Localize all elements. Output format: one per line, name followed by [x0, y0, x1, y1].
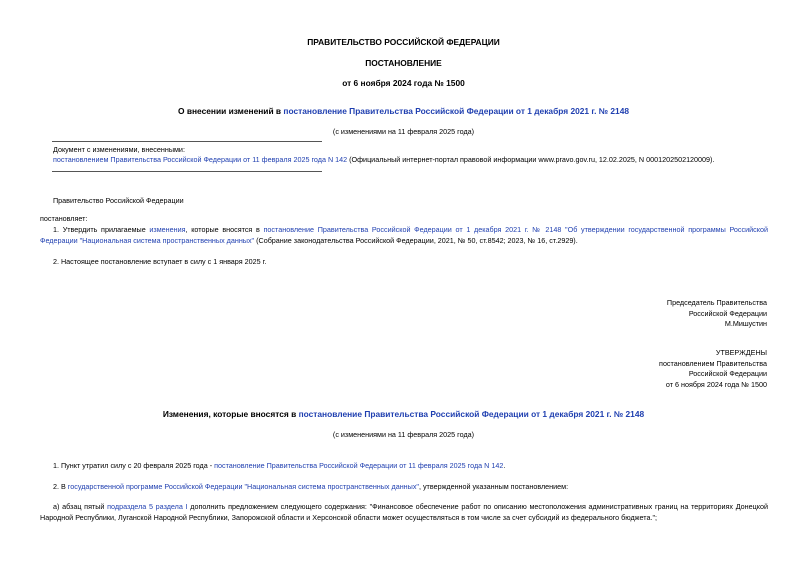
- government-heading: ПРАВИТЕЛЬСТВО РОССИЙСКОЙ ФЕДЕРАЦИИ: [307, 37, 500, 47]
- doc-type-heading: ПОСТАНОВЛЕНИЕ: [365, 58, 442, 68]
- p1-resolution-link[interactable]: постановление Правительства Российской Федерации от 1 декабря 2021 г. № 2148 "Об утверждении государственной программы Российской Федерации "Национальная система пространственных данных": [40, 225, 768, 245]
- item-1: [53, 461, 505, 470]
- section-revision: (с изменениями на 11 февраля 2025 года): [332, 430, 475, 439]
- document-title: [0, 106, 807, 116]
- title-revision: (с изменениями на 11 февраля 2025 года): [332, 127, 475, 136]
- signature-line-1: Председатель Правительства: [666, 298, 767, 307]
- changes-box-rest: (Официальный интернет-портал правовой информации www.pravo.gov.ru, 12.02.2025, N 0001202502120009).: [347, 155, 715, 164]
- item-2: [53, 482, 568, 491]
- item-1-link[interactable]: постановление Правительства Российской Федерации от 11 февраля 2025 года N 142: [214, 461, 504, 470]
- item-a: [40, 502, 768, 523]
- approved-line-2: постановлением Правительства: [659, 358, 767, 368]
- signature-block: [667, 298, 767, 330]
- item-1-text-a: 1. Пункт утратил силу с 20 февраля 2025 года -: [53, 461, 215, 470]
- p1-text-c: (Собрание законодательства Российской Федерации, 2021, № 50, ст.8542; 2023, № 16, ст.2929).: [254, 235, 578, 245]
- paragraph-1: [40, 225, 768, 246]
- approved-block: [659, 348, 767, 390]
- approved-line-1: УТВЕРЖДЕНЫ: [715, 348, 767, 357]
- date-number: от 6 ноября 2024 года № 1500: [342, 78, 465, 88]
- item-2-text-a: 2. В: [53, 482, 68, 491]
- changes-box-source: [53, 155, 773, 164]
- p1-text-b: , которые вносятся в: [185, 225, 264, 234]
- item-a-text-b: дополнить предложением следующего содержания: "Финансовое обеспечение работ по описанию местоположения административных границ на территориях Донецкой Народной Республики, Луганской Народной Республики, Запорожской области и Херсонской области может осуществляться в том числе за счет субсидий из федерального бюджета.";: [40, 502, 768, 522]
- changes-box-link[interactable]: постановлением Правительства Российской Федерации от 11 февраля 2025 года N 142: [53, 155, 348, 164]
- title-link[interactable]: постановление Правительства Российской Федерации от 1 декабря 2021 г. № 2148: [283, 106, 630, 116]
- changes-box-intro: Документ с изменениями, внесенными:: [53, 145, 185, 154]
- approved-line-4: от 6 ноября 2024 года № 1500: [665, 379, 767, 389]
- p1-changes-link[interactable]: изменения: [149, 225, 186, 234]
- changes-box-bottom-rule: [52, 171, 322, 172]
- paragraph-2: 2. Настоящее постановление вступает в силу с 1 января 2025 г.: [53, 257, 267, 266]
- body-government: Правительство Российской Федерации: [53, 196, 184, 205]
- item-2-text-b: , утвержденной указанным постановлением:: [418, 482, 569, 491]
- item-2-link[interactable]: государственной программе Российской Федерации "Национальная система пространственных данных": [67, 482, 419, 491]
- changes-box-top-rule: [52, 141, 322, 142]
- item-1-text-b: .: [503, 461, 506, 470]
- p1-text-a: 1. Утвердить прилагаемые: [53, 225, 150, 234]
- approved-line-3: Российской Федерации: [688, 369, 767, 378]
- section-link[interactable]: постановление Правительства Российской Федерации от 1 декабря 2021 г. № 2148: [298, 409, 645, 419]
- section-prefix: Изменения, которые вносятся в: [162, 409, 299, 419]
- body-decrees: постановляет:: [40, 214, 88, 223]
- title-prefix: О внесении изменений в: [177, 106, 284, 116]
- signature-name: М.Мишустин: [724, 319, 767, 328]
- section-title: [0, 409, 807, 419]
- item-a-text-a: а) абзац пятый: [53, 502, 108, 511]
- signature-line-2: Российской Федерации: [688, 308, 767, 318]
- item-a-link[interactable]: подраздела 5 раздела I: [107, 502, 188, 511]
